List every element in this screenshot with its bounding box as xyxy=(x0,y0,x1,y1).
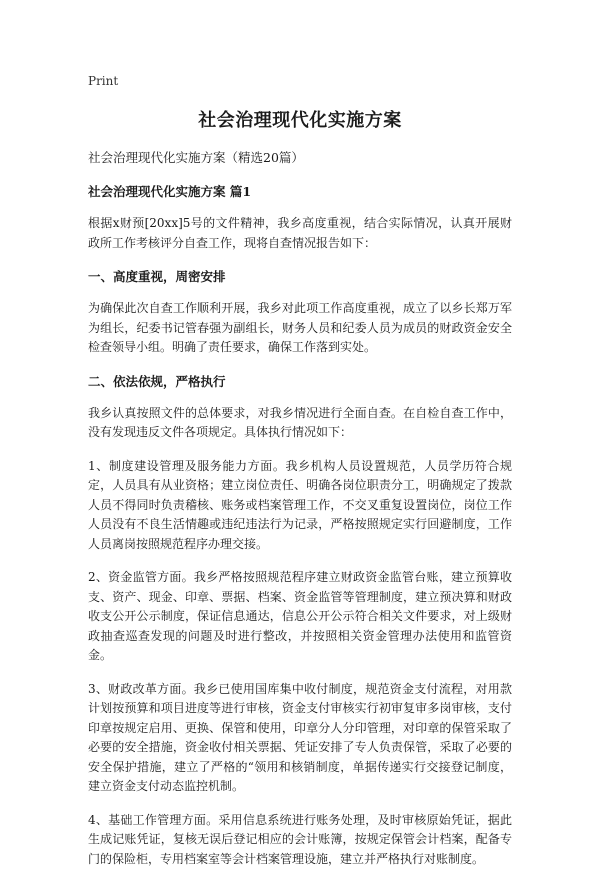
article-heading: 社会治理现代化实施方案 篇1 xyxy=(88,182,512,202)
section-heading-2: 二、依法依规，严格执行 xyxy=(88,372,512,392)
paragraph-section-1: 为确保此次自查工作顺利开展，我乡对此项工作高度重视，成立了以乡长郑万军为组长，纪委书记管春强为副组长，财务人员和纪委人员为成员的财政资金安全检查领导小组。明确了责任要求，确保工作落到实处。 xyxy=(88,299,512,358)
print-link[interactable]: Print xyxy=(88,74,118,88)
paragraph-intro: 根据x财预[20xx]5号的文件精神，我乡高度重视，结合实际情况，认真开展财政所工作考核评分自查工作，现将自查情况报告如下： xyxy=(88,214,512,253)
paragraph-item-4: 4、基础工作管理方面。采用信息系统进行账务处理，及时审核原始凭证，据此生成记账凭证，复核无误后登记相应的会计账簿，按规定保管会计档案，配备专门的保险柜，专用档案室等会计档案管理设施，建立并严格执行对账制度。 xyxy=(88,811,512,869)
paragraph-item-1: 1、制度建设管理及服务能力方面。我乡机构人员设置规范，人员学历符合规定，人员具有从业资格；建立岗位责任、明确各岗位职责分工，明确规定了拨款人员不得同时负责稽核、账务或档案管理工作，不交叉重复设置岗位，岗位工作人员没有不良生活情趣或违纪违法行为记录，严格按照规定实行回避制度，工作人员离岗按照规范程序办理交接。 xyxy=(88,457,512,555)
document-title: 社会治理现代化实施方案 xyxy=(88,106,512,132)
document-subtitle: 社会治理现代化实施方案（精选20篇） xyxy=(88,148,512,168)
paragraph-item-2: 2、资金监管方面。我乡严格按照规范程序建立财政资金监管台账，建立预算收支、资产、现金、印章、票据、档案、资金监管等管理制度，建立预决算和财政收支公开公示制度，保证信息通达，信息公开公示符合相关文件要求，对上级财政抽查巡查发现的问题及时进行整改，并按照相关资金管理办法使用和监管资金。 xyxy=(88,568,512,666)
section-heading-1: 一、高度重视，周密安排 xyxy=(88,267,512,287)
paragraph-item-3: 3、财政改革方面。我乡已使用国库集中收付制度，规范资金支付流程，对用款计划按预算和项目进度等进行审核，资金支付审核实行初审复审多岗审核，支付印章按规定启用、更换、保管和使用，印章分人分印管理，对印章的保管采取了必要的安全措施，资金收付相关票据、凭证安排了专人负责保管，采取了必要的安全保护措施，建立了严格的“领用和核销制度，单据传递实行交接登记制度，建立资金支付动态监控机制。 xyxy=(88,680,512,797)
paragraph-section-2: 我乡认真按照文件的总体要求，对我乡情况进行全面自查。在自检自查工作中，没有发现违反文件各项规定。具体执行情况如下： xyxy=(88,404,512,443)
